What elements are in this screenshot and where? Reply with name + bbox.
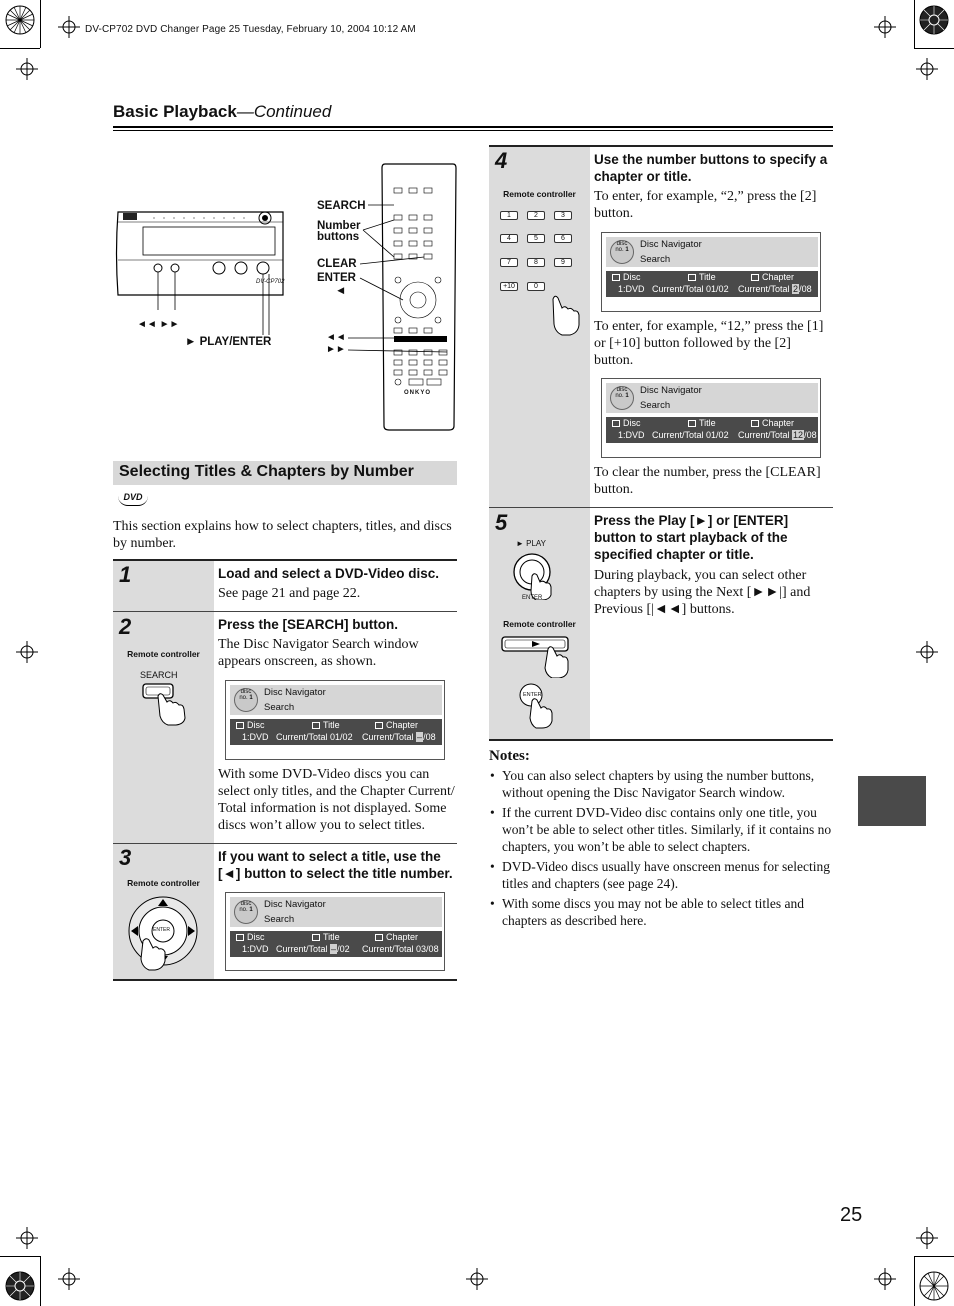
osd-col-disc: Disc: [623, 418, 641, 428]
crop-mark: [914, 0, 915, 48]
step-number: 4: [495, 148, 508, 173]
osd-chapter-total: /08: [423, 732, 436, 742]
osd-disc-value: 1:DVD: [618, 284, 645, 294]
title-icon: [312, 722, 320, 729]
disc-small-icon: [612, 420, 620, 427]
osd-title-total: /02: [337, 944, 350, 954]
osd-subtitle: Search: [640, 254, 671, 265]
crop-mark: [914, 48, 954, 49]
step-text: To clear the number, press the [CLEAR] button.: [594, 465, 821, 497]
crop-mark: [914, 1256, 915, 1306]
step-text: During playback, you can select other chapters by using the Next [►►|] and Previous [|◄◄] buttons.: [594, 568, 811, 617]
crosshair-icon: [58, 1268, 80, 1290]
osd-disc-value: 1:DVD: [618, 430, 645, 440]
osd-title-value: [652, 284, 729, 294]
osd-chapter-current: 03/08: [416, 944, 439, 954]
osd-current-total: Current/Total: [276, 732, 328, 742]
osd-title: Disc Navigator: [264, 899, 326, 910]
step-title: Use the number buttons to specify a chapter or title.: [594, 152, 828, 184]
osd-col-title: Title: [323, 720, 340, 730]
disc-icon: [610, 240, 634, 264]
callout-prev: ◄◄: [326, 332, 346, 343]
number-key-1[interactable]: 1: [500, 211, 518, 220]
osd-title-value: [652, 430, 729, 440]
disc-icon-number: 1: [249, 695, 253, 701]
title-icon: [688, 274, 696, 281]
osd-disc-value: 1:DVD: [242, 732, 269, 742]
page-number: 25: [840, 1204, 863, 1226]
osd-chapter-input: –: [417, 732, 423, 742]
crop-mark: [914, 1256, 954, 1257]
enter-button-label: ENTER: [523, 692, 542, 698]
callout-left-arrow: ◄: [335, 285, 347, 297]
pressing-hand-icon: [545, 293, 581, 337]
osd-current-total: Current/Total: [738, 430, 790, 440]
disc-icon-bottom: no.: [615, 393, 624, 399]
notes-title: Notes:: [489, 748, 530, 764]
osd-header: [606, 237, 818, 267]
disc-icon-top: disc: [616, 241, 628, 247]
osd-col-chapter: Chapter: [386, 932, 419, 942]
selecting-heading: Selecting Titles & Chapters by Number: [113, 461, 457, 485]
title-icon: [688, 420, 696, 427]
osd-chapter-value: [738, 284, 812, 294]
osd-title-current: 01/02: [706, 284, 729, 294]
note-item: • With some discs you may not be able to select titles and chapters as described here.: [489, 895, 834, 929]
dvd-video-badge: DVD: [118, 492, 148, 506]
osd-screen-2: [225, 892, 445, 971]
registration-target-icon: [919, 1271, 949, 1301]
title-icon: [312, 934, 320, 941]
number-key-3[interactable]: 3: [554, 211, 572, 220]
osd-header: [230, 685, 442, 715]
number-key-0[interactable]: 0: [527, 282, 545, 291]
osd-title-value: [276, 732, 353, 742]
chapter-side-tab: [858, 776, 926, 826]
play-button-icon: [510, 550, 560, 600]
osd-status-bar: [230, 719, 442, 745]
chapter-icon: [375, 934, 383, 941]
crosshair-icon: [874, 16, 896, 38]
dvd-changer-illustration: [113, 160, 463, 440]
section-title-text: Basic Playback: [113, 102, 237, 121]
osd-title-current: 01/02: [330, 732, 353, 742]
enter-label: ENTER: [522, 595, 543, 601]
enter-pad-label: ENTER: [153, 927, 170, 933]
step-number: 2: [119, 614, 132, 639]
registration-target-icon: [919, 5, 949, 35]
crop-mark: [0, 48, 40, 49]
crop-mark: [0, 1256, 40, 1257]
registration-target-icon: [5, 1271, 35, 1301]
disc-icon-top: disc: [240, 901, 252, 907]
osd-chapter-input: 2: [793, 284, 799, 294]
osd-col-chapter: Chapter: [762, 272, 795, 282]
disc-icon-bottom: no.: [239, 907, 248, 913]
osd-header: [230, 897, 442, 927]
divider: [113, 130, 833, 131]
remote-controller-label: Remote controller: [503, 619, 576, 629]
enter-cursor-pad-icon: [125, 893, 205, 973]
crosshair-icon: [16, 58, 38, 80]
registration-target-icon: [5, 5, 35, 35]
remote-brand-logo: ONKYO: [404, 390, 432, 396]
osd-title: Disc Navigator: [264, 687, 326, 698]
osd-col-disc: Disc: [247, 932, 265, 942]
unit-model-label: DV-CP702: [256, 279, 285, 285]
callout-enter: ENTER: [317, 272, 356, 284]
callout-next: ►►: [326, 344, 346, 355]
number-key-5[interactable]: 5: [527, 234, 545, 243]
osd-screen-4: [601, 378, 821, 458]
step-number: 3: [119, 845, 132, 870]
osd-chapter-value: [362, 944, 439, 954]
remote-controller-label: Remote controller: [127, 878, 200, 888]
selecting-intro: This section explains how to select chapters, titles, and discs by number.: [113, 519, 452, 551]
disc-icon-number: 1: [249, 907, 253, 913]
osd-title: Disc Navigator: [640, 385, 702, 396]
osd-col-title: Title: [323, 932, 340, 942]
note-item: • If the current DVD-Video disc contains only one title, you won’t be able to select other titles. Similarly, if it contains no chapters, you won’t be able to select chapters.: [489, 804, 834, 855]
chapter-icon: [751, 420, 759, 427]
disc-icon-bottom: no.: [615, 247, 624, 253]
step-title: Press the [SEARCH] button.: [218, 617, 399, 632]
step-title: If you want to select a title, use the [◄] button to select the title number.: [218, 849, 453, 881]
osd-col-disc: Disc: [623, 272, 641, 282]
disc-icon-bottom: no.: [239, 695, 248, 701]
section-title: [113, 102, 331, 122]
notes-list: [489, 767, 834, 932]
osd-subtitle: Search: [264, 702, 295, 713]
osd-chapter-total: /08: [799, 284, 812, 294]
step-text: The Disc Navigator Search window appears onscreen, as shown.: [218, 637, 419, 669]
osd-subtitle: Search: [640, 400, 671, 411]
disc-icon-top: disc: [616, 387, 628, 393]
step-number: 1: [119, 562, 132, 587]
osd-screen-3: [601, 232, 821, 312]
section-continued: —Continued: [236, 102, 332, 121]
osd-col-disc: Disc: [247, 720, 265, 730]
crop-mark: [40, 1256, 41, 1306]
osd-header: [606, 383, 818, 413]
osd-status-bar: [606, 271, 818, 297]
step-text: With some DVD-Video discs you can select only titles, and the Chapter Current/ Total information is not displayed. Some discs won’t allow you to select titles.: [218, 767, 455, 833]
osd-disc-value: 1:DVD: [242, 944, 269, 954]
number-key-6[interactable]: 6: [554, 234, 572, 243]
step-title: Load and select a DVD-Video disc.: [218, 566, 440, 581]
crosshair-icon: [874, 1268, 896, 1290]
osd-col-title: Title: [699, 418, 716, 428]
remote-controller-label: Remote controller: [503, 189, 576, 199]
disc-icon: [234, 900, 258, 924]
number-key-plus10[interactable]: +10: [500, 282, 518, 291]
osd-chapter-input: 12: [793, 430, 804, 440]
callout-number-buttons-1: Number: [317, 220, 361, 232]
search-button-press-icon: [140, 682, 190, 726]
remote-controller-label: Remote controller: [127, 649, 200, 659]
product-figure: [113, 160, 463, 440]
step-text: See page 21 and page 22.: [218, 586, 361, 601]
step-text: To enter, for example, “2,” press the [2] button.: [594, 189, 817, 221]
search-button-label: SEARCH: [140, 670, 178, 680]
osd-col-chapter: Chapter: [386, 720, 419, 730]
osd-current-total: Current/Total: [362, 944, 414, 954]
osd-col-title: Title: [699, 272, 716, 282]
callout-clear: CLEAR: [317, 258, 357, 270]
crosshair-icon: [16, 1227, 38, 1249]
osd-screen-1: [225, 680, 445, 760]
disc-small-icon: [236, 722, 244, 729]
chapter-icon: [375, 722, 383, 729]
osd-current-total: Current/Total: [652, 284, 704, 294]
osd-current-total: Current/Total: [738, 284, 790, 294]
disc-icon: [234, 688, 258, 712]
disc-icon-number: 1: [625, 247, 629, 253]
divider: [113, 126, 833, 128]
osd-current-total: Current/Total: [362, 732, 414, 742]
number-key-9[interactable]: 9: [554, 258, 572, 267]
enter-button-press-icon: [518, 683, 564, 729]
note-item: • You can also select chapters by using the number buttons, without opening the Disc Navigator Search window.: [489, 767, 834, 801]
disc-icon-top: disc: [240, 689, 252, 695]
osd-chapter-value: [362, 732, 436, 742]
crosshair-icon: [58, 16, 80, 38]
crosshair-icon: [916, 58, 938, 80]
osd-title-input: –: [331, 944, 337, 954]
step-text: To enter, for example, “12,” press the [1] or [+10] button followed by the [2] button.: [594, 319, 824, 368]
callout-number-buttons-2: buttons: [317, 231, 360, 243]
osd-title: Disc Navigator: [640, 239, 702, 250]
number-key-8[interactable]: 8: [527, 258, 545, 267]
disc-small-icon: [236, 934, 244, 941]
callout-search: SEARCH: [317, 200, 366, 212]
osd-title-value: [276, 944, 350, 954]
callout-prev-next: ◄◄ ►►: [137, 319, 180, 330]
disc-icon-number: 1: [625, 393, 629, 399]
crosshair-icon: [466, 1268, 488, 1290]
number-keypad: [500, 211, 580, 331]
osd-title-current: 01/02: [706, 430, 729, 440]
osd-status-bar: [606, 417, 818, 443]
crosshair-icon: [916, 1227, 938, 1249]
play-button-label: ► PLAY: [516, 539, 547, 548]
step-title: Press the Play [►] or [ENTER] button to start playback of the specified chapter or title.: [594, 513, 789, 562]
disc-icon: [610, 386, 634, 410]
number-key-2[interactable]: 2: [527, 211, 545, 220]
step-number: 5: [495, 510, 508, 535]
crosshair-icon: [916, 641, 938, 663]
remote-play-press-icon: [500, 634, 580, 678]
osd-current-total: Current/Total: [652, 430, 704, 440]
crosshair-icon: [16, 641, 38, 663]
print-header: DV-CP702 DVD Changer Page 25 Tuesday, February 10, 2004 10:12 AM: [85, 24, 416, 35]
osd-col-chapter: Chapter: [762, 418, 795, 428]
osd-status-bar: [230, 931, 442, 957]
chapter-icon: [751, 274, 759, 281]
crop-mark: [40, 0, 41, 48]
number-key-4[interactable]: 4: [500, 234, 518, 243]
osd-current-total: Current/Total: [276, 944, 328, 954]
note-item: • DVD-Video discs usually have onscreen menus for selecting titles and chapters (see page 24).: [489, 858, 834, 892]
step-2-panel: [113, 612, 214, 843]
callout-play-enter: ► PLAY/ENTER: [185, 336, 272, 348]
number-key-7[interactable]: 7: [500, 258, 518, 267]
osd-chapter-value: [738, 430, 817, 440]
osd-chapter-total: /08: [804, 430, 817, 440]
disc-small-icon: [612, 274, 620, 281]
osd-subtitle: Search: [264, 914, 295, 925]
